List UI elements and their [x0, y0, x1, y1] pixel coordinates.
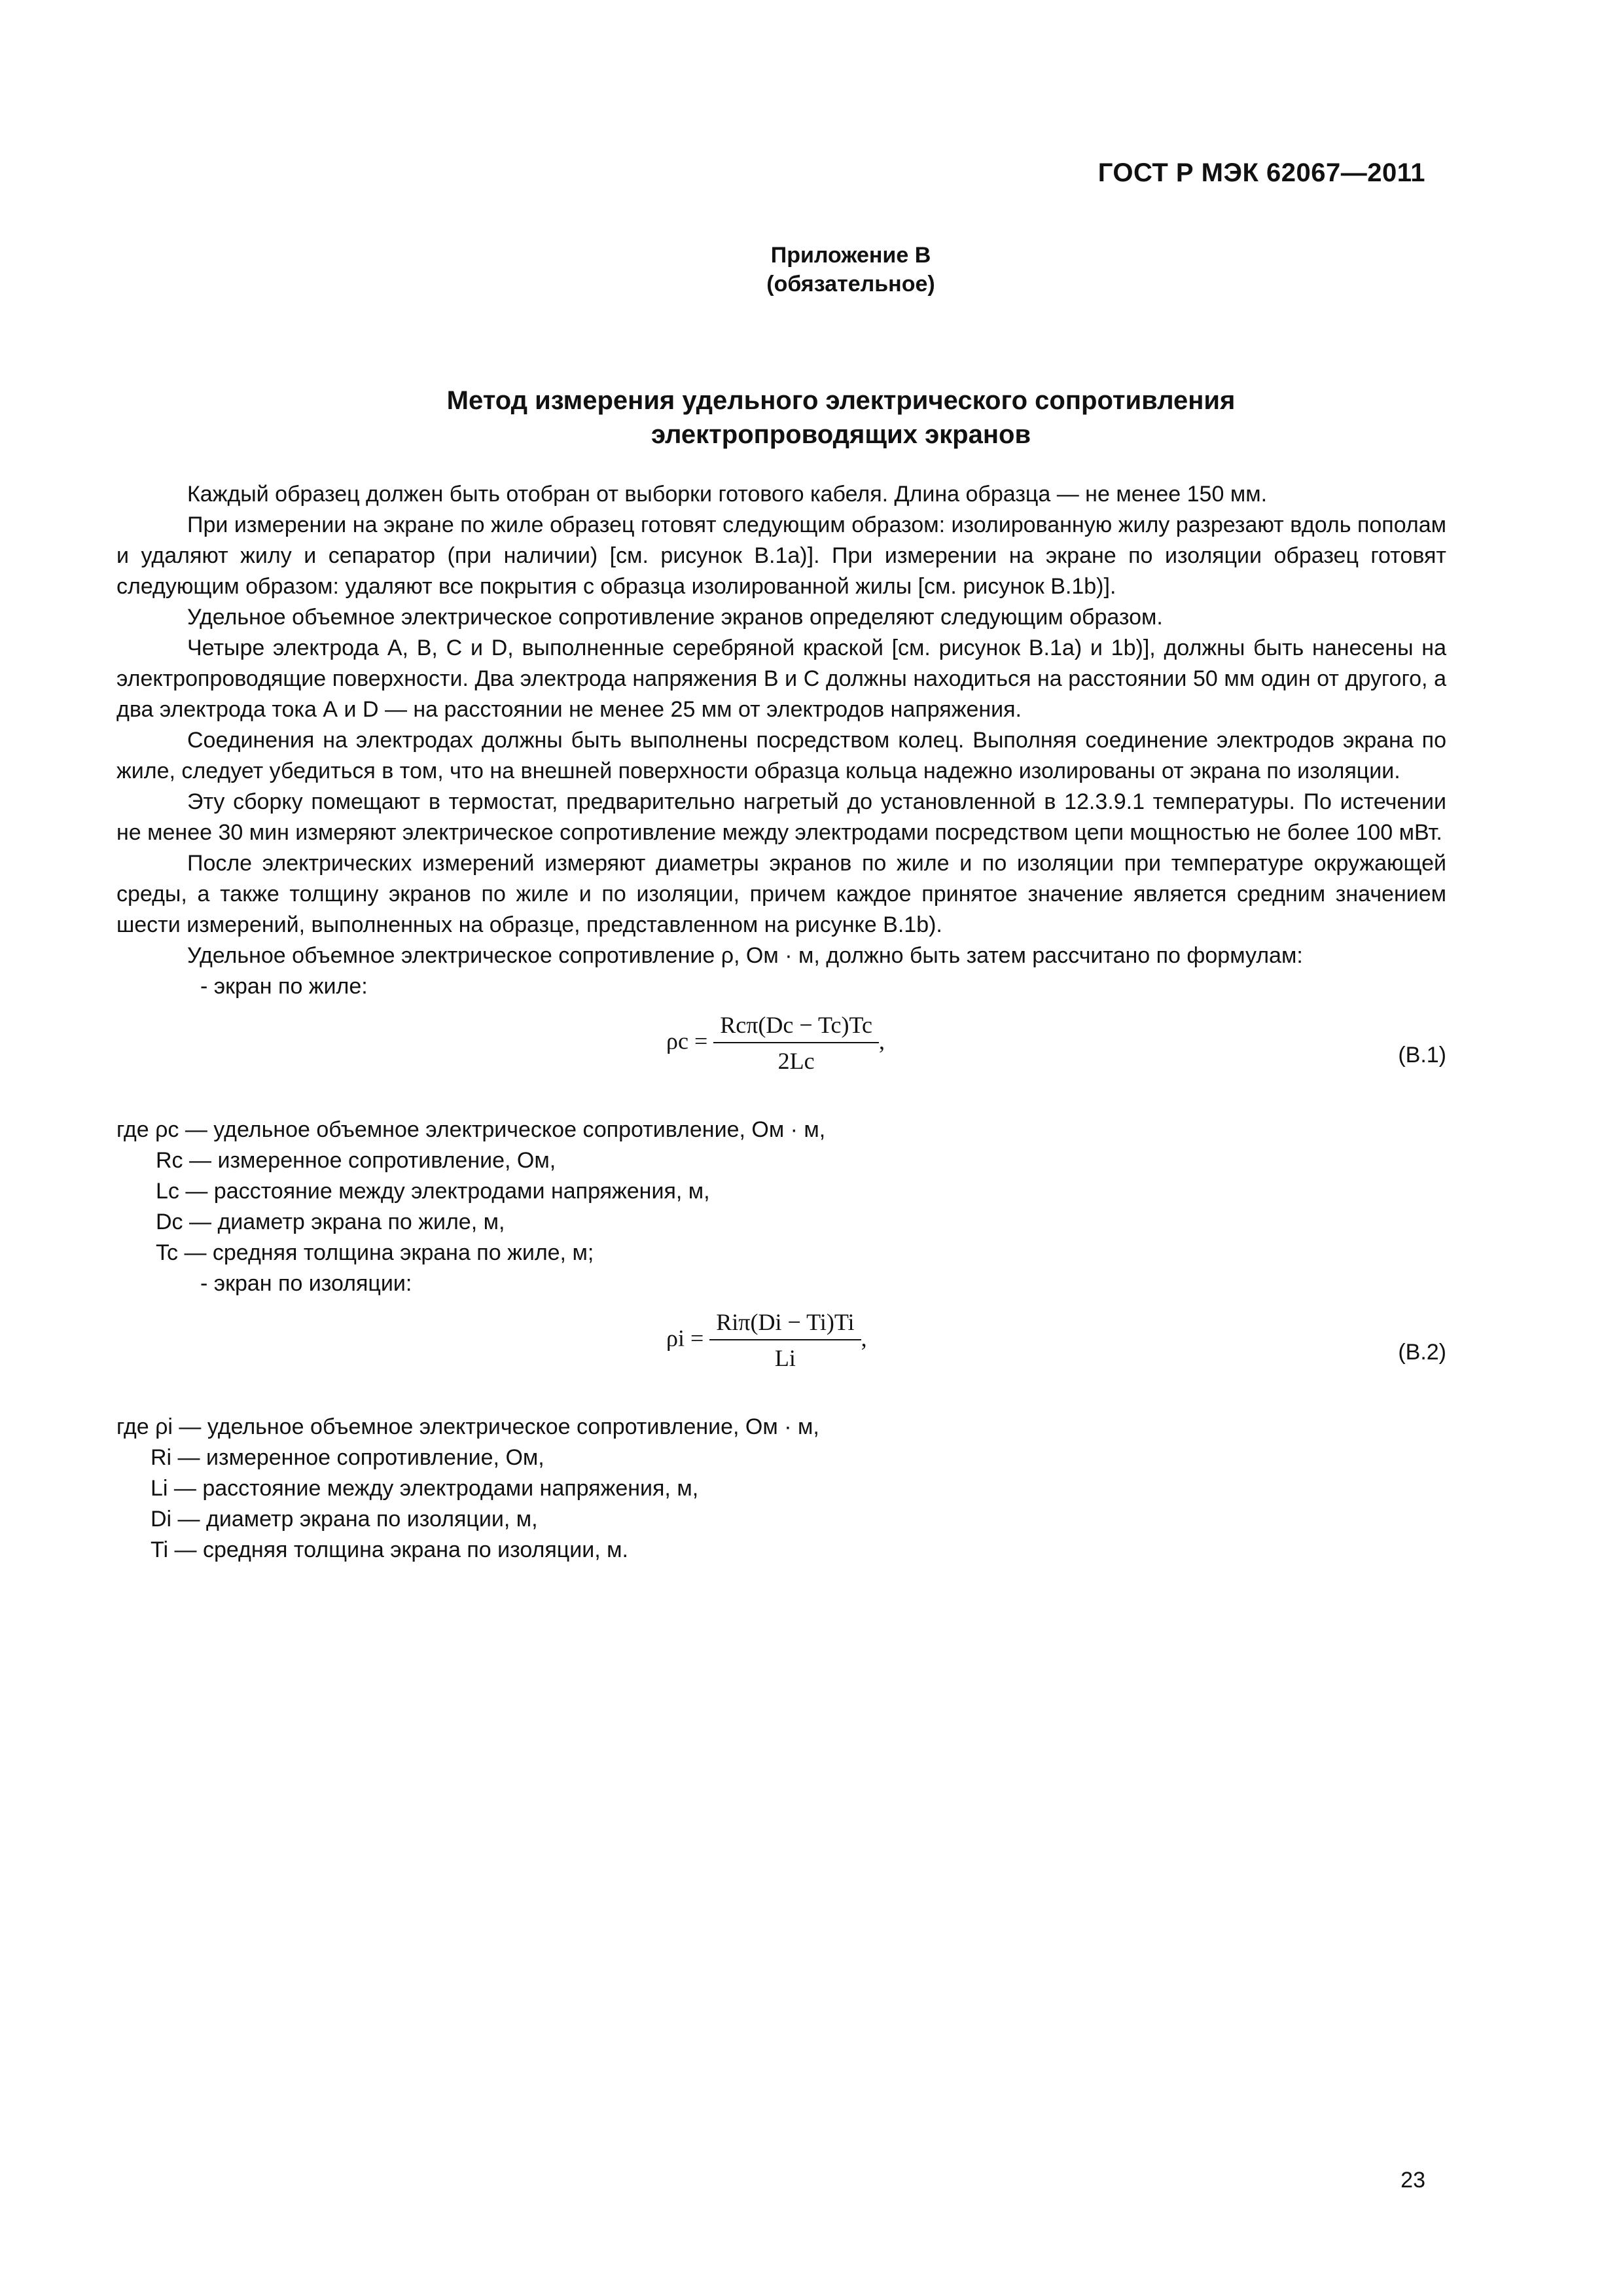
formula-b2-lhs: ρi =	[666, 1325, 704, 1352]
formula-b1-numerator: Rcπ(Dc − Tc)Tc	[713, 1010, 879, 1043]
formula-b2-number: (В.2)	[1398, 1340, 1446, 1365]
section-title-line-1: Метод измерения удельного электрического сопротивления	[446, 386, 1236, 415]
paragraph: Эту сборку помещают в термостат, предварительно нагретый до установленной в 12.3.9.1 температуры. По истечении не менее 30 мин измеряют электрическое сопротивление между электродами посредством цепи мощностью не более 100 мВт.	[116, 789, 1446, 845]
formula-b1-lhs: ρc =	[666, 1028, 708, 1054]
formula-b1	[116, 1010, 1446, 1107]
where-item: Rc — измеренное сопротивление, Ом,	[156, 1148, 556, 1173]
where-item: где ρc — удельное объемное электрическое сопротивление, Ом · м,	[116, 1117, 826, 1142]
paragraph: Соединения на электродах должны быть выполнены посредством колец. Выполняя соединение электродов экрана по жиле, следует убедиться в том, что на внешней поверхности образца кольца надежно изолированы от экрана по изоляции.	[116, 728, 1446, 783]
where-item: Lc — расстояние между электродами напряжения, м,	[156, 1179, 710, 1204]
where-item: Dc — диаметр экрана по жиле, м,	[156, 1210, 505, 1234]
section-title	[0, 384, 1623, 452]
formula-b2-numerator: Riπ(Di − Ti)Ti	[709, 1307, 861, 1340]
formula-b1-fraction	[713, 1010, 879, 1077]
paragraph: Каждый образец должен быть отобран от выборки готового кабеля. Длина образца — не менее 150 мм.	[187, 482, 1268, 507]
paragraph: Удельное объемное электрическое сопротивление экранов определяют следующим образом.	[187, 605, 1163, 630]
case-label-conductor-screen: - экран по жиле:	[200, 974, 368, 999]
where-item: где ρi — удельное объемное электрическое сопротивление, Ом · м,	[116, 1414, 819, 1439]
where-item: Li — расстояние между электродами напряжения, м,	[151, 1476, 699, 1501]
where-item: Ti — средняя толщина экрана по изоляции, м.	[151, 1537, 628, 1562]
paragraph: После электрических измерений измеряют диаметры экранов по жиле и по изоляции при температуре окружающей среды, а также толщину экранов по жиле и по изоляции, причем каждое принятое значение является средним значением шести измерений, выполненных на образце, представленном на рисунке В.1b).	[116, 851, 1446, 937]
formula-b1-number: (В.1)	[1398, 1043, 1446, 1067]
formula-b2-tail: ,	[861, 1325, 867, 1352]
paragraph: При измерении на экране по жиле образец готовят следующим образом: изолированную жилу разрезают вдоль пополам и удаляют жилу и сепаратор (при наличии) [см. рисунок В.1a)]. При измерении на экране по изоляции образец готовят следующим образом: удаляют все покрытия с образца изолированной жилы [см. рисунок В.1b)].	[116, 512, 1446, 599]
formula-b2-denominator: Li	[774, 1345, 796, 1371]
formula-b2-fraction	[709, 1307, 861, 1374]
annex-status: (обязательное)	[766, 272, 935, 296]
annex-heading	[0, 241, 1623, 298]
formula-b1-expression	[666, 1010, 885, 1077]
document-body	[116, 479, 1446, 1566]
paragraph: Четыре электрода А, В, С и D, выполненные серебряной краской [см. рисунок В.1a) и 1b)], должны быть нанесены на электропроводящие поверхности. Два электрода напряжения В и С должны находиться на расстоянии 50 мм один от другого, а два электрода тока А и D — на расстоянии не менее 25 мм от электродов напряжения.	[116, 636, 1446, 722]
formula-b2	[116, 1307, 1446, 1404]
formula-b2-expression	[666, 1307, 867, 1374]
paragraph: Удельное объемное электрическое сопротивление ρ, Ом · м, должно быть затем рассчитано по формулам:	[187, 943, 1303, 968]
page-number: 23	[1400, 2168, 1425, 2193]
formula-b1-tail: ,	[878, 1028, 885, 1054]
where-item: Di — диаметр экрана по изоляции, м,	[151, 1507, 538, 1532]
where-list-b2	[116, 1412, 1446, 1566]
where-list-b1	[116, 1115, 1446, 1268]
section-title-line-2: электропроводящих экранов	[651, 420, 1031, 449]
annex-title: Приложение В	[770, 243, 931, 268]
formula-b1-denominator: 2Lc	[777, 1048, 815, 1074]
where-item: Tc — средняя толщина экрана по жиле, м;	[156, 1240, 594, 1265]
document-code: ГОСТ Р МЭК 62067—2011	[1097, 158, 1425, 187]
case-label-insulation-screen: - экран по изоляции:	[200, 1271, 412, 1296]
where-item: Ri — измеренное сопротивление, Ом,	[151, 1445, 544, 1470]
